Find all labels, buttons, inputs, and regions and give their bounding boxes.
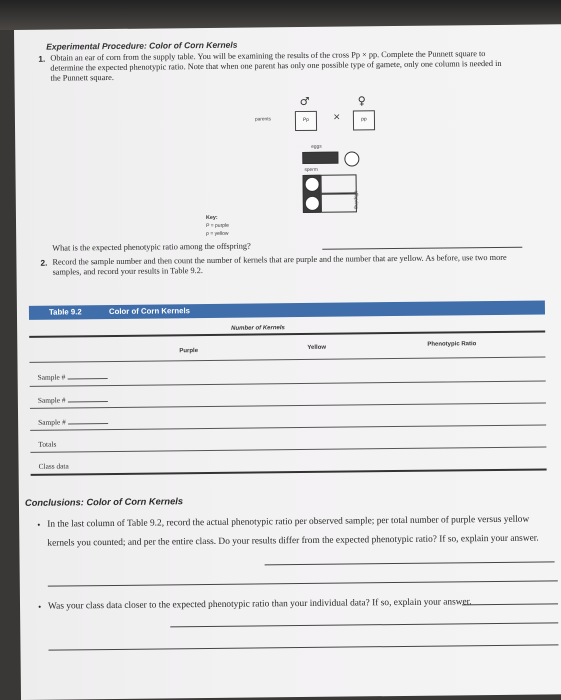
- table-rule: [30, 380, 546, 386]
- row-label: Sample #: [37, 395, 66, 405]
- cross-symbol: ×: [332, 112, 341, 123]
- col-yellow-header: Yellow: [307, 344, 327, 351]
- answer-line-differ[interactable]: [265, 561, 555, 565]
- row-label: Class data: [38, 461, 69, 471]
- row-label: Sample #: [38, 417, 66, 427]
- female-parent-genotype: pp: [361, 117, 367, 123]
- conclusions-title: Conclusions: Color of Corn Kernels: [24, 496, 184, 508]
- sample-number-blank[interactable]: [68, 401, 108, 402]
- table-bottom-rule: [31, 468, 547, 475]
- eggs-header-cell: [302, 152, 338, 164]
- col-purple-header: Purple: [179, 348, 199, 355]
- sperm-label: sperm: [304, 167, 318, 173]
- table-rule: [30, 446, 546, 452]
- table-row-sample-2[interactable]: [38, 395, 108, 405]
- key-item-yellow: p = yellow: [206, 230, 229, 237]
- step-2: [40, 252, 522, 278]
- conclusion-bullet-1-text: In the last column of Table 9.2, record the actual phenotypic ratio per observed sample; per total number of purple versus yellow kernels you counted; and per the entire class. Do your results differ from the expected phenotypic ratio? If so, explain your answer.: [47, 514, 539, 549]
- offspring-cell-1: [321, 174, 357, 193]
- female-parent-box: [353, 110, 375, 130]
- parents-label: parents: [254, 117, 271, 123]
- key-title: Key:: [205, 214, 218, 221]
- answer-line-differ-2[interactable]: [48, 580, 558, 586]
- answer-line-class-data-2[interactable]: [170, 622, 558, 627]
- worksheet-page: [14, 24, 561, 700]
- bullet-icon: •: [37, 519, 41, 530]
- conclusion-bullet-2-text: Was your class data closer to the expected phenotypic ratio than your individual data? If so, explain your answer.: [47, 597, 472, 612]
- section-title: Experimental Procedure: Color of Corn Kernels: [46, 39, 238, 52]
- offspring-cell-2: [321, 193, 357, 212]
- table-caption-bar: [29, 300, 545, 319]
- male-parent-genotype: Pp: [302, 117, 309, 123]
- sample-number-blank[interactable]: [68, 423, 108, 424]
- key-item-purple: P = purple: [206, 222, 229, 229]
- table-title: Color of Corn Kernels: [108, 306, 191, 317]
- question-expected-ratio-text: What is the expected phenotypic ratio among the offspring?: [52, 241, 251, 253]
- table-row-sample-3[interactable]: [38, 417, 108, 427]
- number-of-kernels-header: Number of Kernels: [231, 325, 285, 332]
- table-row-totals: [38, 440, 56, 449]
- step-1-text: Obtain an ear of corn from the supply table. You will be examining the results of the cross Pp × pp. Complete the Punnett square to determine the expected phenotypic ratio. Note that when one parent has only one possible type of gamete, only one column is needed in the Punnett square.: [50, 49, 502, 83]
- sample-number-blank[interactable]: [67, 378, 107, 379]
- bullet-icon: •: [37, 601, 42, 612]
- male-parent-box: [295, 111, 317, 131]
- sperm-gamete-circle-1: [305, 177, 320, 192]
- offspring-label: offspring: [352, 190, 358, 209]
- table-row-class-data: [39, 461, 69, 470]
- conclusion-bullet-1: [37, 510, 547, 553]
- row-label: Sample #: [37, 372, 66, 382]
- punnett-diagram: [205, 94, 407, 246]
- col-ratio-header: Phenotypic Ratio: [427, 341, 477, 348]
- table-rule: [29, 356, 545, 362]
- sperm-gamete-circle-2: [305, 196, 320, 211]
- table-number: Table 9.2: [48, 307, 82, 317]
- step-1-number: 1.: [38, 53, 46, 64]
- row-label: Totals: [38, 439, 57, 449]
- step-1: [38, 49, 510, 84]
- male-symbol-icon: ♂: [299, 94, 310, 109]
- answer-line-class-data-3[interactable]: [48, 644, 558, 650]
- key-legend: [206, 214, 229, 238]
- egg-gamete-circle: [344, 151, 359, 166]
- eggs-label: eggs: [311, 144, 322, 150]
- female-symbol-icon: ♀: [357, 94, 366, 108]
- table-row-sample-1[interactable]: [38, 372, 108, 382]
- table-rule: [29, 330, 545, 337]
- step-2-number: 2.: [40, 257, 48, 268]
- step-2-text: Record the sample number and then count the number of kernels that are purple and the number that are yellow. As before, use two more samples, and record your results in Table 9.2.: [52, 252, 507, 277]
- question-expected-ratio: [52, 239, 522, 254]
